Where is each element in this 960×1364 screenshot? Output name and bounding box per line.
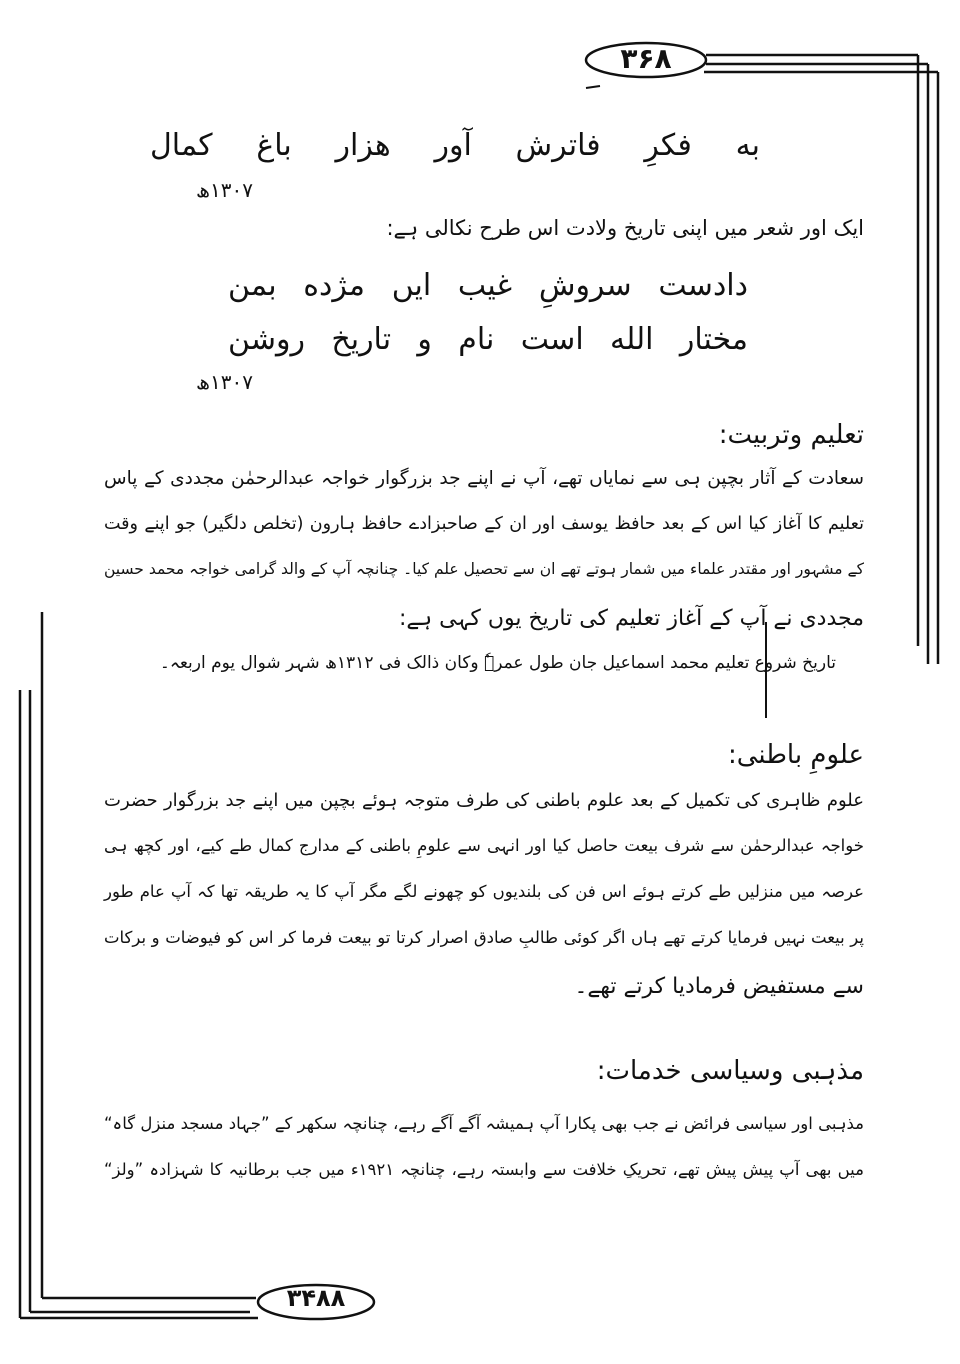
verse-word: غیب bbox=[457, 268, 513, 303]
verse-word: سروشِ bbox=[538, 268, 632, 303]
education-quote: تاریخ شروع تعلیم محمد اسماعیل جان طول عمرہٗ وکان ذالک فی ۱۳۱۲ھ شہر شوال یوم اربعہ۔ bbox=[159, 653, 836, 673]
batini-line: علوم ظاہری کی تکمیل کے بعد علوم باطنی کی طرف متوجہ ہوئے بچپن میں اپنے جد بزرگوار حضرت bbox=[104, 790, 864, 811]
education-line: تعلیم کا آغاز کیا اس کے بعد حافظ یوسف اور ان کے صاحبزادے حافظ ہارون (تخلص دلگیر) جو اپنے وقت bbox=[104, 514, 864, 534]
verse-word: مژده bbox=[303, 268, 365, 303]
batini-line: پر بیعت نہیں فرمایا کرتے تھے ہاں اگر کوئی طالبِ صادق اصرار کرتا تو بیعت فرما کر اس کو فیوضات و برکات bbox=[104, 928, 864, 947]
verse-word: فکرِ bbox=[644, 128, 692, 163]
verse-word: بمن bbox=[228, 268, 277, 303]
verse-word: هزار bbox=[335, 128, 391, 163]
verse-word: مختار bbox=[679, 322, 748, 357]
verse-word: است bbox=[520, 322, 584, 357]
verse-word: روشن bbox=[228, 322, 305, 357]
verse-word: کمال bbox=[150, 128, 213, 163]
verse-word: الله bbox=[610, 322, 654, 357]
verse-word: نام bbox=[458, 322, 495, 357]
verse-two-date: ۱۳۰۷ھ bbox=[196, 370, 253, 394]
batini-line: خواجہ عبدالرحمٰن سے شرف بیعت حاصل کیا اور انہی سے علومِ باطنی کے مدارج کمال طے کیے، اور کچھ ہی bbox=[104, 836, 864, 855]
verse-word: به bbox=[735, 128, 760, 163]
education-line: سعادت کے آثار بچپن ہی سے نمایاں تھے، آپ نے اپنے جد بزرگوار خواجہ عبدالرحمٰن مجددی کے پاس bbox=[104, 468, 864, 489]
top-page-number: ۳۶۸ bbox=[620, 42, 672, 75]
political-line: میں بھی آپ پیش پیش تھے، تحریکِ خلافت سے وابستہ رہے، چنانچہ ۱۹۲۱ء میں جب برطانیہ کا شہزادہ ”ولز“ bbox=[104, 1160, 864, 1179]
education-line: مجددی نے آپ کے آغاز تعلیم کی تاریخ یوں کہی ہے: bbox=[398, 606, 864, 631]
verse-two-line-one bbox=[228, 268, 748, 303]
verse-word: و bbox=[417, 322, 432, 357]
verse-one bbox=[150, 128, 760, 163]
batini-line: سے مستفیض فرمادیا کرتے تھے۔ bbox=[574, 974, 864, 999]
verse-word: آور bbox=[434, 128, 472, 163]
verse-word: تاریخ bbox=[331, 322, 392, 357]
verse-word: فاترش bbox=[515, 128, 601, 163]
intro-line: ایک اور شعر میں اپنی تاریخ ولادت اس طرح نکالی ہے: bbox=[386, 216, 864, 240]
verse-one-date: ۱۳۰۷ھ bbox=[196, 178, 253, 202]
verse-word: ایں bbox=[391, 268, 432, 303]
batini-heading: علومِ باطنی: bbox=[727, 740, 864, 770]
verse-two-line-two bbox=[228, 322, 748, 357]
batini-line: عرصہ میں منزلیں طے کرتے ہوئے اس فن کی بلندیوں کو چھونے لگے مگر آپ کا یہ طریقہ تھا کہ آپ عام طور bbox=[104, 882, 864, 901]
verse-word: باغ bbox=[256, 128, 292, 163]
political-heading: مذہبی وسیاسی خدمات: bbox=[596, 1056, 864, 1086]
bottom-page-number: ۳۴۸۸ bbox=[286, 1284, 346, 1312]
education-heading: تعلیم وتربیت: bbox=[718, 420, 864, 450]
education-line: کے مشہور اور مقتدر علماء میں شمار ہوتے تھے ان سے تحصیل علم کیا۔ چنانچہ آپ کے والد گرامی خواجہ محمد حسین bbox=[104, 560, 864, 578]
verse-word: دادست bbox=[658, 268, 748, 303]
political-line: مذہبی اور سیاسی فرائض نے جب بھی پکارا آپ ہمیشہ آگے آگے رہے، چنانچہ سکھر کے ”جہاد مسجد منزل گاہ“ bbox=[104, 1114, 864, 1133]
